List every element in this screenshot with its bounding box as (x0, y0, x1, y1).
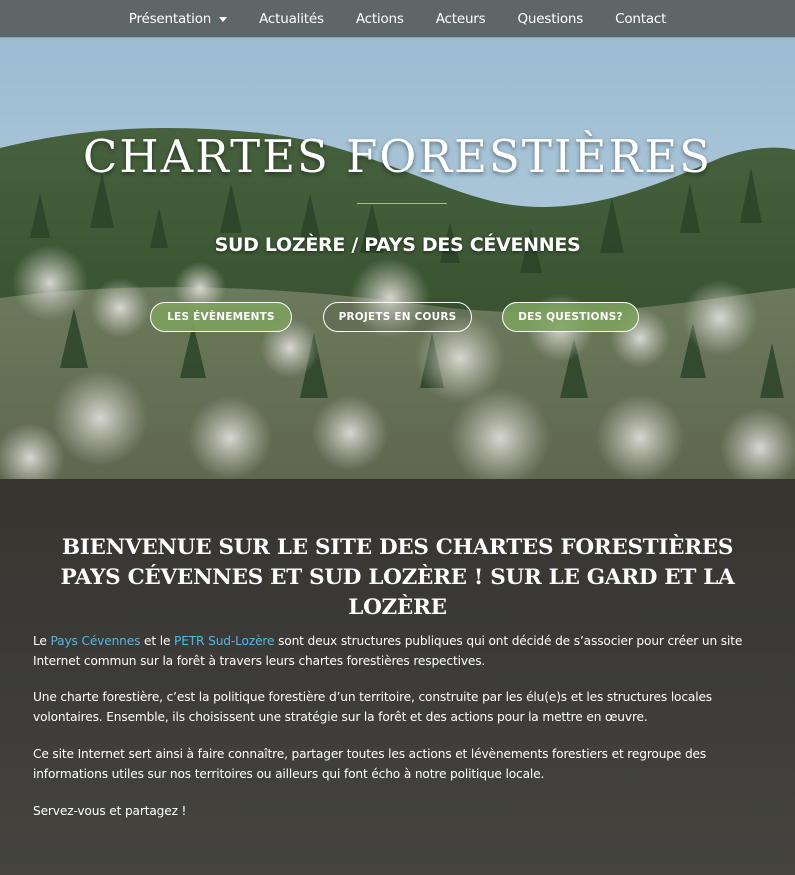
nav-item-acteurs[interactable] (420, 11, 502, 27)
nav-item-label: Actions (355, 10, 404, 27)
hero-subtitle: SUD LOZÈRE / PAYS DES CÉVENNES (214, 234, 581, 256)
nav-item-presentation[interactable] (113, 11, 243, 27)
nav-item-label: Acteurs (435, 10, 486, 27)
chevron-down-icon (219, 17, 227, 22)
welcome-section (0, 479, 795, 875)
pays-cevennes-link[interactable]: Pays Cévennes (50, 634, 141, 648)
petr-sud-lozere-link[interactable]: PETR Sud-Lozère (174, 634, 275, 648)
hero-title: CHARTES FORESTIÈRES (82, 130, 713, 183)
nav-item-label: Présentation (128, 10, 212, 27)
nav-item-questions[interactable] (502, 11, 600, 27)
welcome-heading: BIENVENUE SUR LE SITE DES CHARTES FORESTIÈRES PAYS CÉVENNES ET SUD LOZÈRE ! SUR LE GARD ET LA LOZÈRE (60, 535, 735, 620)
nav-item-actualites[interactable] (243, 11, 340, 27)
intro-paragraph (33, 631, 773, 671)
events-button[interactable]: LES ÉVÈNEMENTS (150, 302, 292, 332)
nav-item-label: Questions (517, 10, 584, 27)
share-paragraph: Servez-vous et partagez ! (33, 804, 187, 818)
hero-background-image (0, 38, 795, 479)
intro-suffix: sont deux structures publiques qui ont décidé de s’associer pour créer un site Internet commun sur la forêt à travers leurs chartes forestières respectives. (33, 634, 743, 668)
nav-item-contact[interactable] (599, 11, 682, 27)
nav-item-label: Contact (615, 10, 667, 27)
nav-item-actions[interactable] (340, 11, 420, 27)
questions-button[interactable]: DES QUESTIONS? (502, 302, 639, 332)
nav-item-label: Actualités (259, 10, 324, 27)
main-nav (0, 0, 795, 38)
hero-banner (0, 38, 795, 479)
charter-paragraph: Une charte forestière, c’est la politique forestière d’un territoire, construite par les élu(e)s et les structures locales volontaires. Ensemble, ils choisissent une stratégie sur la forêt et des actions pour la mettre en œuvre. (33, 690, 713, 724)
intro-middle: et le (140, 634, 175, 648)
site-purpose-paragraph: Ce site Internet sert ainsi à faire connaître, partager toutes les actions et lévènements forestiers et regroupe des informations utiles sur nos territoires ou ailleurs qui font écho à notre politique locale. (33, 747, 707, 781)
intro-prefix: Le (33, 634, 51, 648)
hero-divider (357, 203, 447, 204)
projects-button[interactable]: PROJETS EN COURS (323, 302, 472, 332)
